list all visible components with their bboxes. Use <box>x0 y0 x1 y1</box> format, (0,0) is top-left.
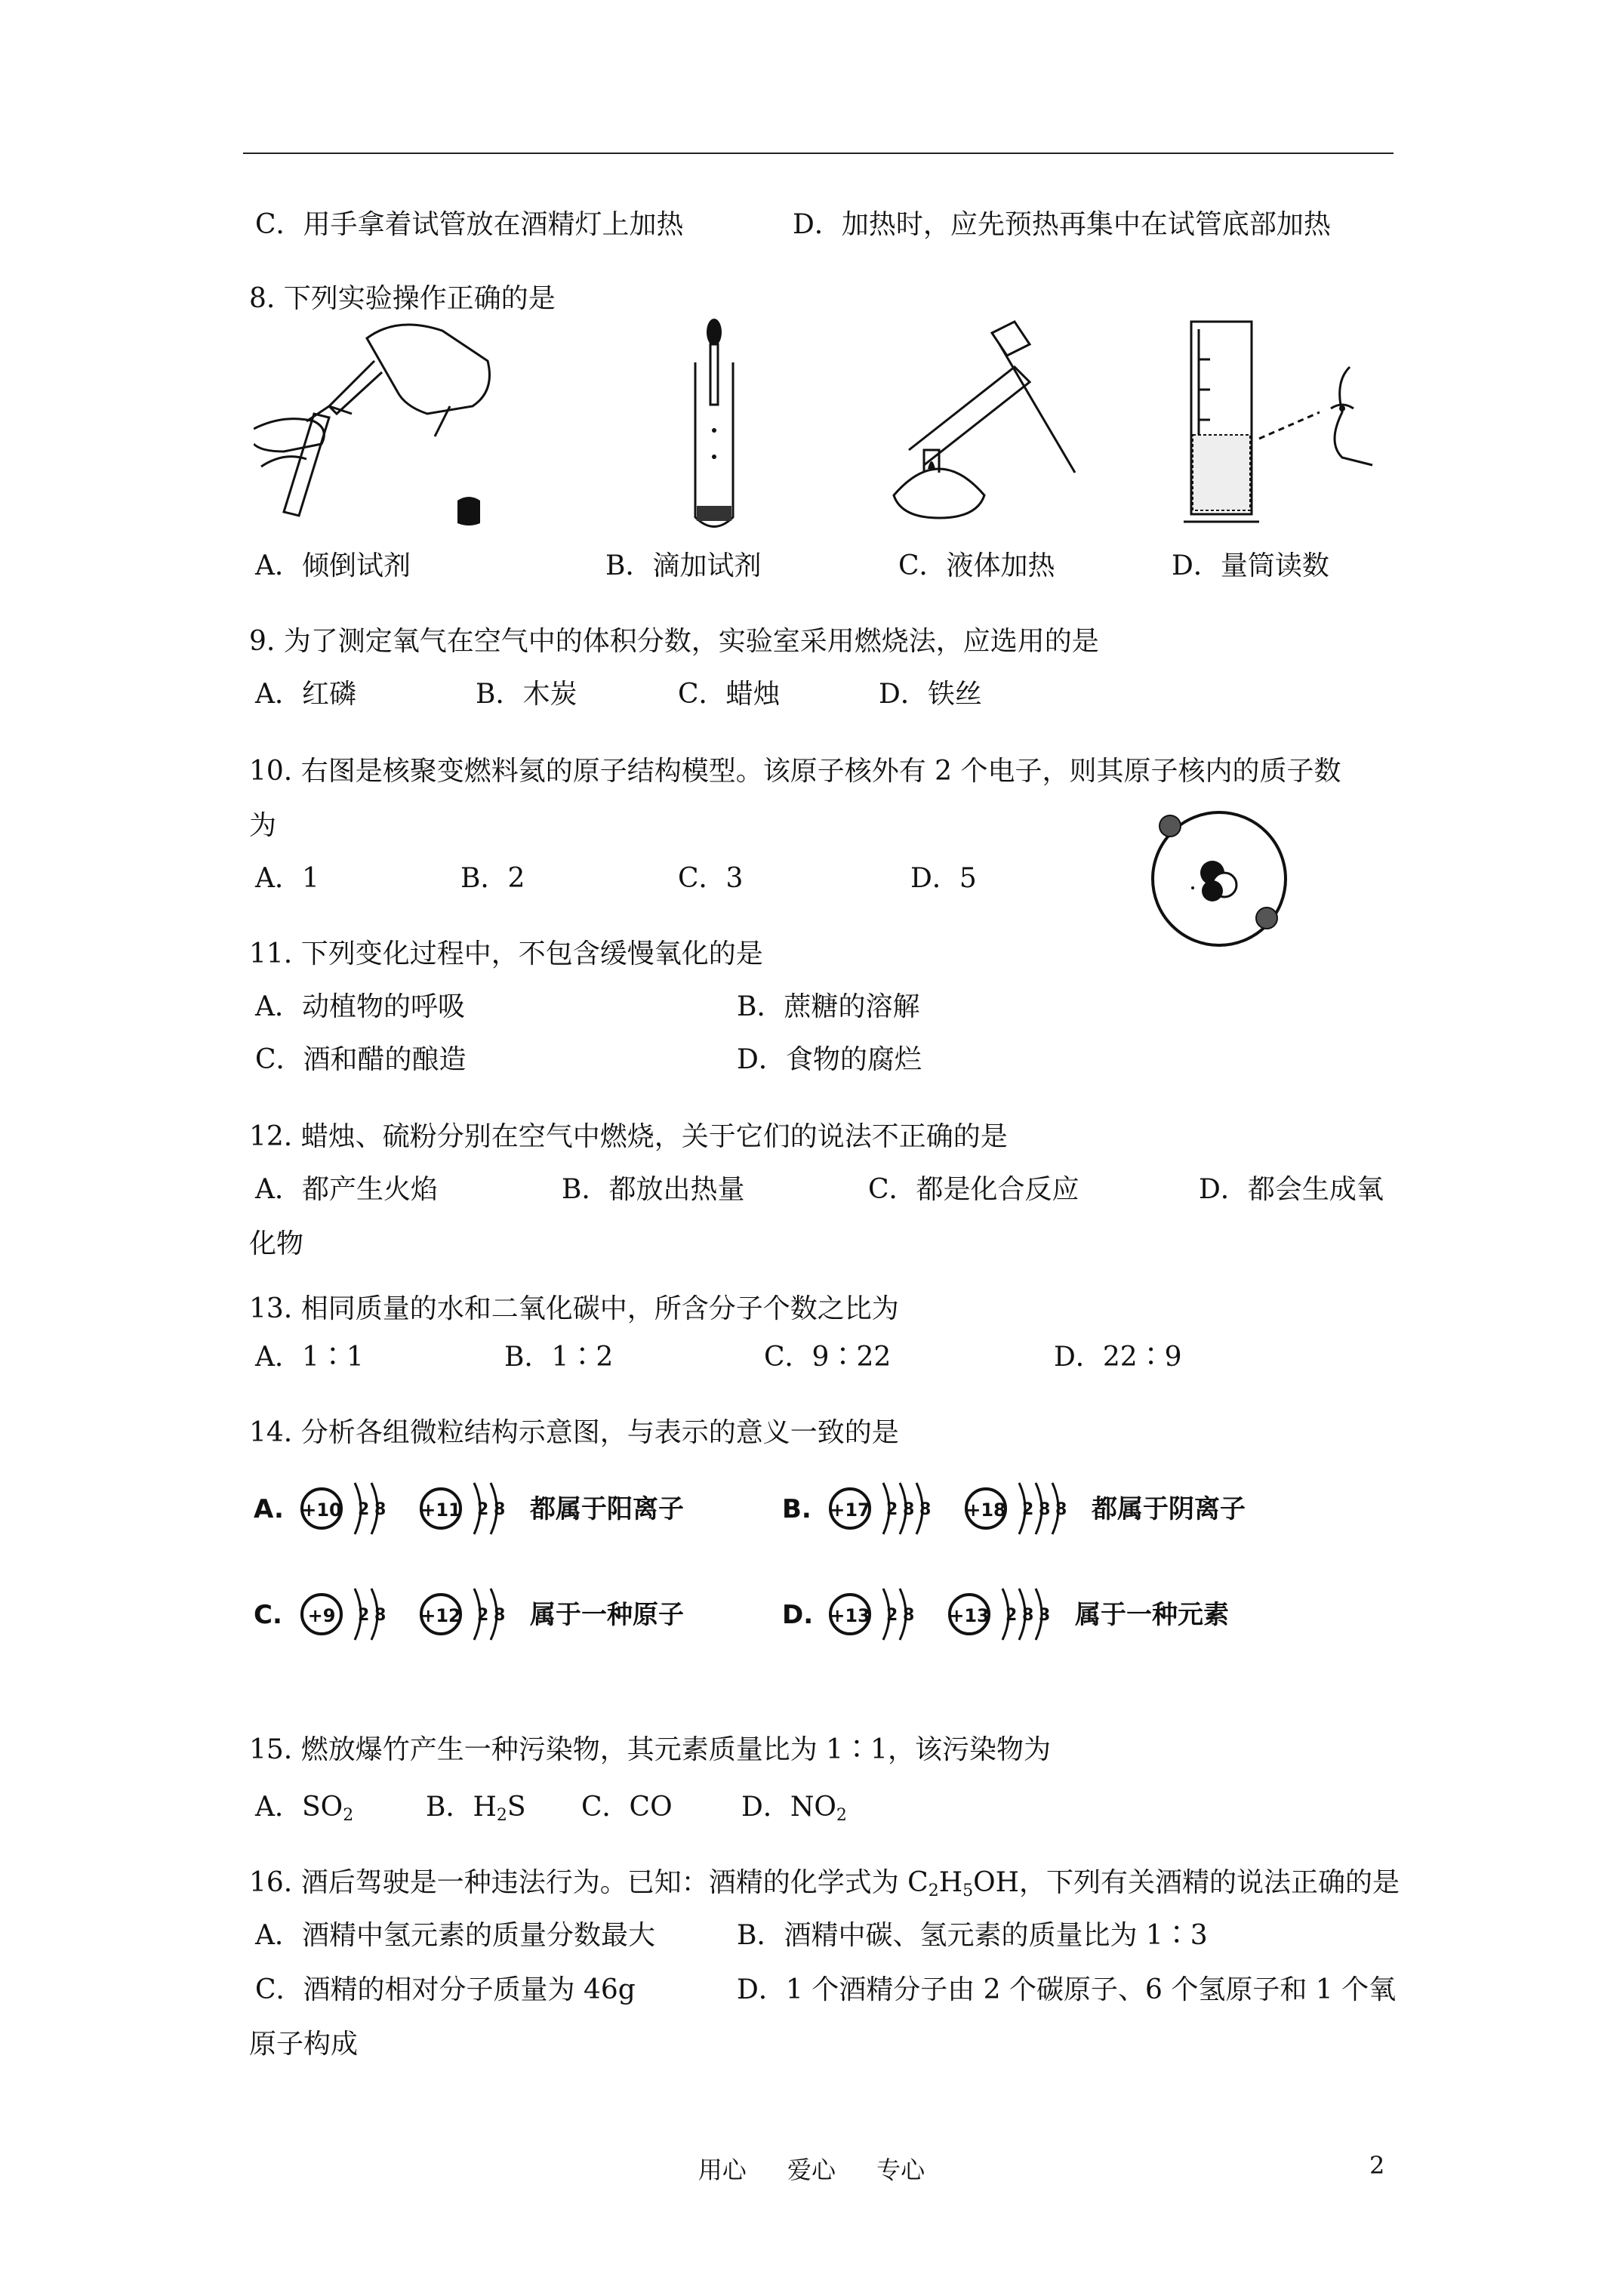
q15-option-b: B．$H_2S$ <box>426 1792 526 1825</box>
q11-option-c: C．酒和醋的酿造 <box>255 1044 467 1075</box>
page-number: 2 <box>1369 2151 1385 2180</box>
q10-option-b: B．2 <box>460 863 525 894</box>
particle-1-proton-label: +17 <box>830 1499 870 1521</box>
particle-2-shell-electrons: 8 <box>494 1606 506 1625</box>
q12-option-d: D．都会生成氧 <box>1199 1174 1384 1205</box>
q16-option-b: B．酒精中碳、氢元素的质量比为 1∶3 <box>737 1920 1208 1951</box>
q12-option-b: B．都放出热量 <box>562 1174 745 1205</box>
particle-2-shell-electrons: 2 <box>477 1500 489 1519</box>
q15-option-a: A．$SO_2$ <box>255 1792 354 1825</box>
q9-stem: 9. 为了测定氧气在空气中的体积分数，实验室采用燃烧法，应选用的是 <box>249 626 1099 657</box>
q12-option-d-continued: 化物 <box>249 1228 304 1259</box>
q10-option-d: D．5 <box>910 863 977 894</box>
group-description: 都属于阴离子 <box>1092 1494 1246 1524</box>
particle-1-shell-electrons: 2 <box>886 1606 898 1625</box>
q13-option-b: B．1∶2 <box>504 1342 614 1373</box>
q7-option-c: C．用手拿着试管放在酒精灯上加热 <box>255 209 684 240</box>
q10-option-c: C．3 <box>678 863 744 894</box>
footer-text-2: 爱心 <box>787 2156 836 2184</box>
q7-option-d: D．加热时，应先预热再集中在试管底部加热 <box>793 209 1331 240</box>
footer-text-3: 专心 <box>876 2156 925 2184</box>
particle-1-proton-label: +9 <box>307 1605 336 1626</box>
q11-stem: 11. 下列变化过程中，不包含缓慢氧化的是 <box>249 938 763 969</box>
particle-2-shell-electrons: 2 <box>1006 1606 1018 1625</box>
q9-option-b: B．木炭 <box>476 679 577 710</box>
q8-option-c: C．液体加热 <box>898 550 1055 581</box>
group-label: D. <box>782 1600 814 1630</box>
particle-2-proton-label: +12 <box>420 1605 461 1626</box>
header-rule <box>243 153 1394 154</box>
q12-option-a: A．都产生火焰 <box>255 1174 438 1205</box>
particle-2-shell-electrons: 3 <box>1039 1606 1051 1625</box>
group-description: 属于一种原子 <box>530 1600 684 1630</box>
q16-option-d-continued: 原子构成 <box>249 2029 359 2060</box>
q15-option-c: C．CO <box>581 1792 673 1823</box>
particle-1-shell-electrons: 8 <box>919 1500 932 1519</box>
q8-option-d: D．量筒读数 <box>1172 550 1329 581</box>
q13-option-c: C．9∶22 <box>764 1342 892 1373</box>
q8-option-b: B．滴加试剂 <box>605 550 762 581</box>
particle-1-shell-electrons: 8 <box>374 1500 387 1519</box>
q11-option-d: D．食物的腐烂 <box>737 1044 922 1075</box>
particle-2-shell-electrons: 8 <box>1039 1500 1051 1519</box>
group-label: B. <box>782 1494 812 1524</box>
q8-option-a: A．倾倒试剂 <box>255 550 411 581</box>
q13-stem: 13. 相同质量的水和二氧化碳中，所含分子个数之比为 <box>249 1293 899 1324</box>
particle-1-proton-label: +13 <box>830 1605 870 1626</box>
q16-option-d: D．1 个酒精分子由 2 个碳原子、6 个氢原子和 1 个氧 <box>737 1974 1397 2005</box>
pouring-reagent-figure <box>254 316 503 535</box>
group-label: A. <box>254 1494 284 1524</box>
particle-structure-diagrams <box>246 1471 1280 1660</box>
q11-option-a: A．动植物的呼吸 <box>255 991 465 1022</box>
q15-stem: 15. 燃放爆竹产生一种污染物，其元素质量比为 1∶1，该污染物为 <box>249 1734 1051 1765</box>
q13-option-a: A．1∶1 <box>255 1342 364 1373</box>
q9-option-d: D．铁丝 <box>879 679 982 710</box>
particle-1-shell-electrons: 8 <box>903 1606 915 1625</box>
particle-1-proton-label: +10 <box>301 1499 342 1521</box>
q10-stem-line2: 为 <box>249 810 277 841</box>
heating-liquid-figure <box>886 314 1098 533</box>
particle-1-shell-electrons: 2 <box>358 1606 370 1625</box>
group-description: 属于一种元素 <box>1075 1600 1229 1630</box>
particle-2-shell-electrons: 8 <box>1055 1500 1067 1519</box>
particle-2-proton-label: +13 <box>949 1605 990 1626</box>
particle-2-shell-electrons: 2 <box>1022 1500 1034 1519</box>
q8-stem: 8. 下列实验操作正确的是 <box>249 283 556 314</box>
q11-option-b: B．蔗糖的溶解 <box>737 991 920 1022</box>
particle-1-shell-electrons: 2 <box>886 1500 898 1519</box>
graduated-cylinder-reading-figure <box>1176 314 1403 533</box>
q16-stem: 16. 酒后驾驶是一种违法行为。已知：酒精的化学式为 $C_2H_5OH$，下列有关酒精的说法正确的是 <box>249 1867 1400 1900</box>
particle-2-proton-label: +11 <box>420 1499 461 1521</box>
q13-option-d: D．22∶9 <box>1054 1342 1182 1373</box>
group-description: 都属于阳离子 <box>530 1494 684 1524</box>
group-label: C. <box>254 1600 282 1630</box>
dropping-reagent-figure <box>676 317 752 536</box>
helium-atom-model-figure <box>1140 803 1298 947</box>
q12-stem: 12. 蜡烛、硫粉分别在空气中燃烧，关于它们的说法不正确的是 <box>249 1121 1008 1152</box>
q16-option-a: A．酒精中氢元素的质量分数最大 <box>255 1920 655 1951</box>
particle-2-shell-electrons: 8 <box>494 1500 506 1519</box>
footer-text-1: 用心 <box>698 2156 747 2184</box>
particle-2-proton-label: +18 <box>965 1499 1006 1521</box>
q9-option-c: C．蜡烛 <box>678 679 781 710</box>
q10-stem-line1: 10. 右图是核聚变燃料氦的原子结构模型。该原子核外有 2 个电子，则其原子核内的质子数 <box>249 756 1341 787</box>
particle-1-shell-electrons: 8 <box>903 1500 915 1519</box>
q16-option-c: C．酒精的相对分子质量为 46g <box>255 1974 636 2005</box>
particle-2-shell-electrons: 2 <box>477 1606 489 1625</box>
q14-stem: 14. 分析各组微粒结构示意图，与表示的意义一致的是 <box>249 1417 899 1448</box>
particle-2-shell-electrons: 8 <box>1022 1606 1034 1625</box>
particle-1-shell-electrons: 8 <box>374 1606 387 1625</box>
q9-option-a: A．红磷 <box>255 679 356 710</box>
q15-option-d: D．$NO_2$ <box>741 1792 847 1825</box>
q12-option-c: C．都是化合反应 <box>868 1174 1079 1205</box>
q10-option-a: A．1 <box>255 863 319 894</box>
particle-1-shell-electrons: 2 <box>358 1500 370 1519</box>
